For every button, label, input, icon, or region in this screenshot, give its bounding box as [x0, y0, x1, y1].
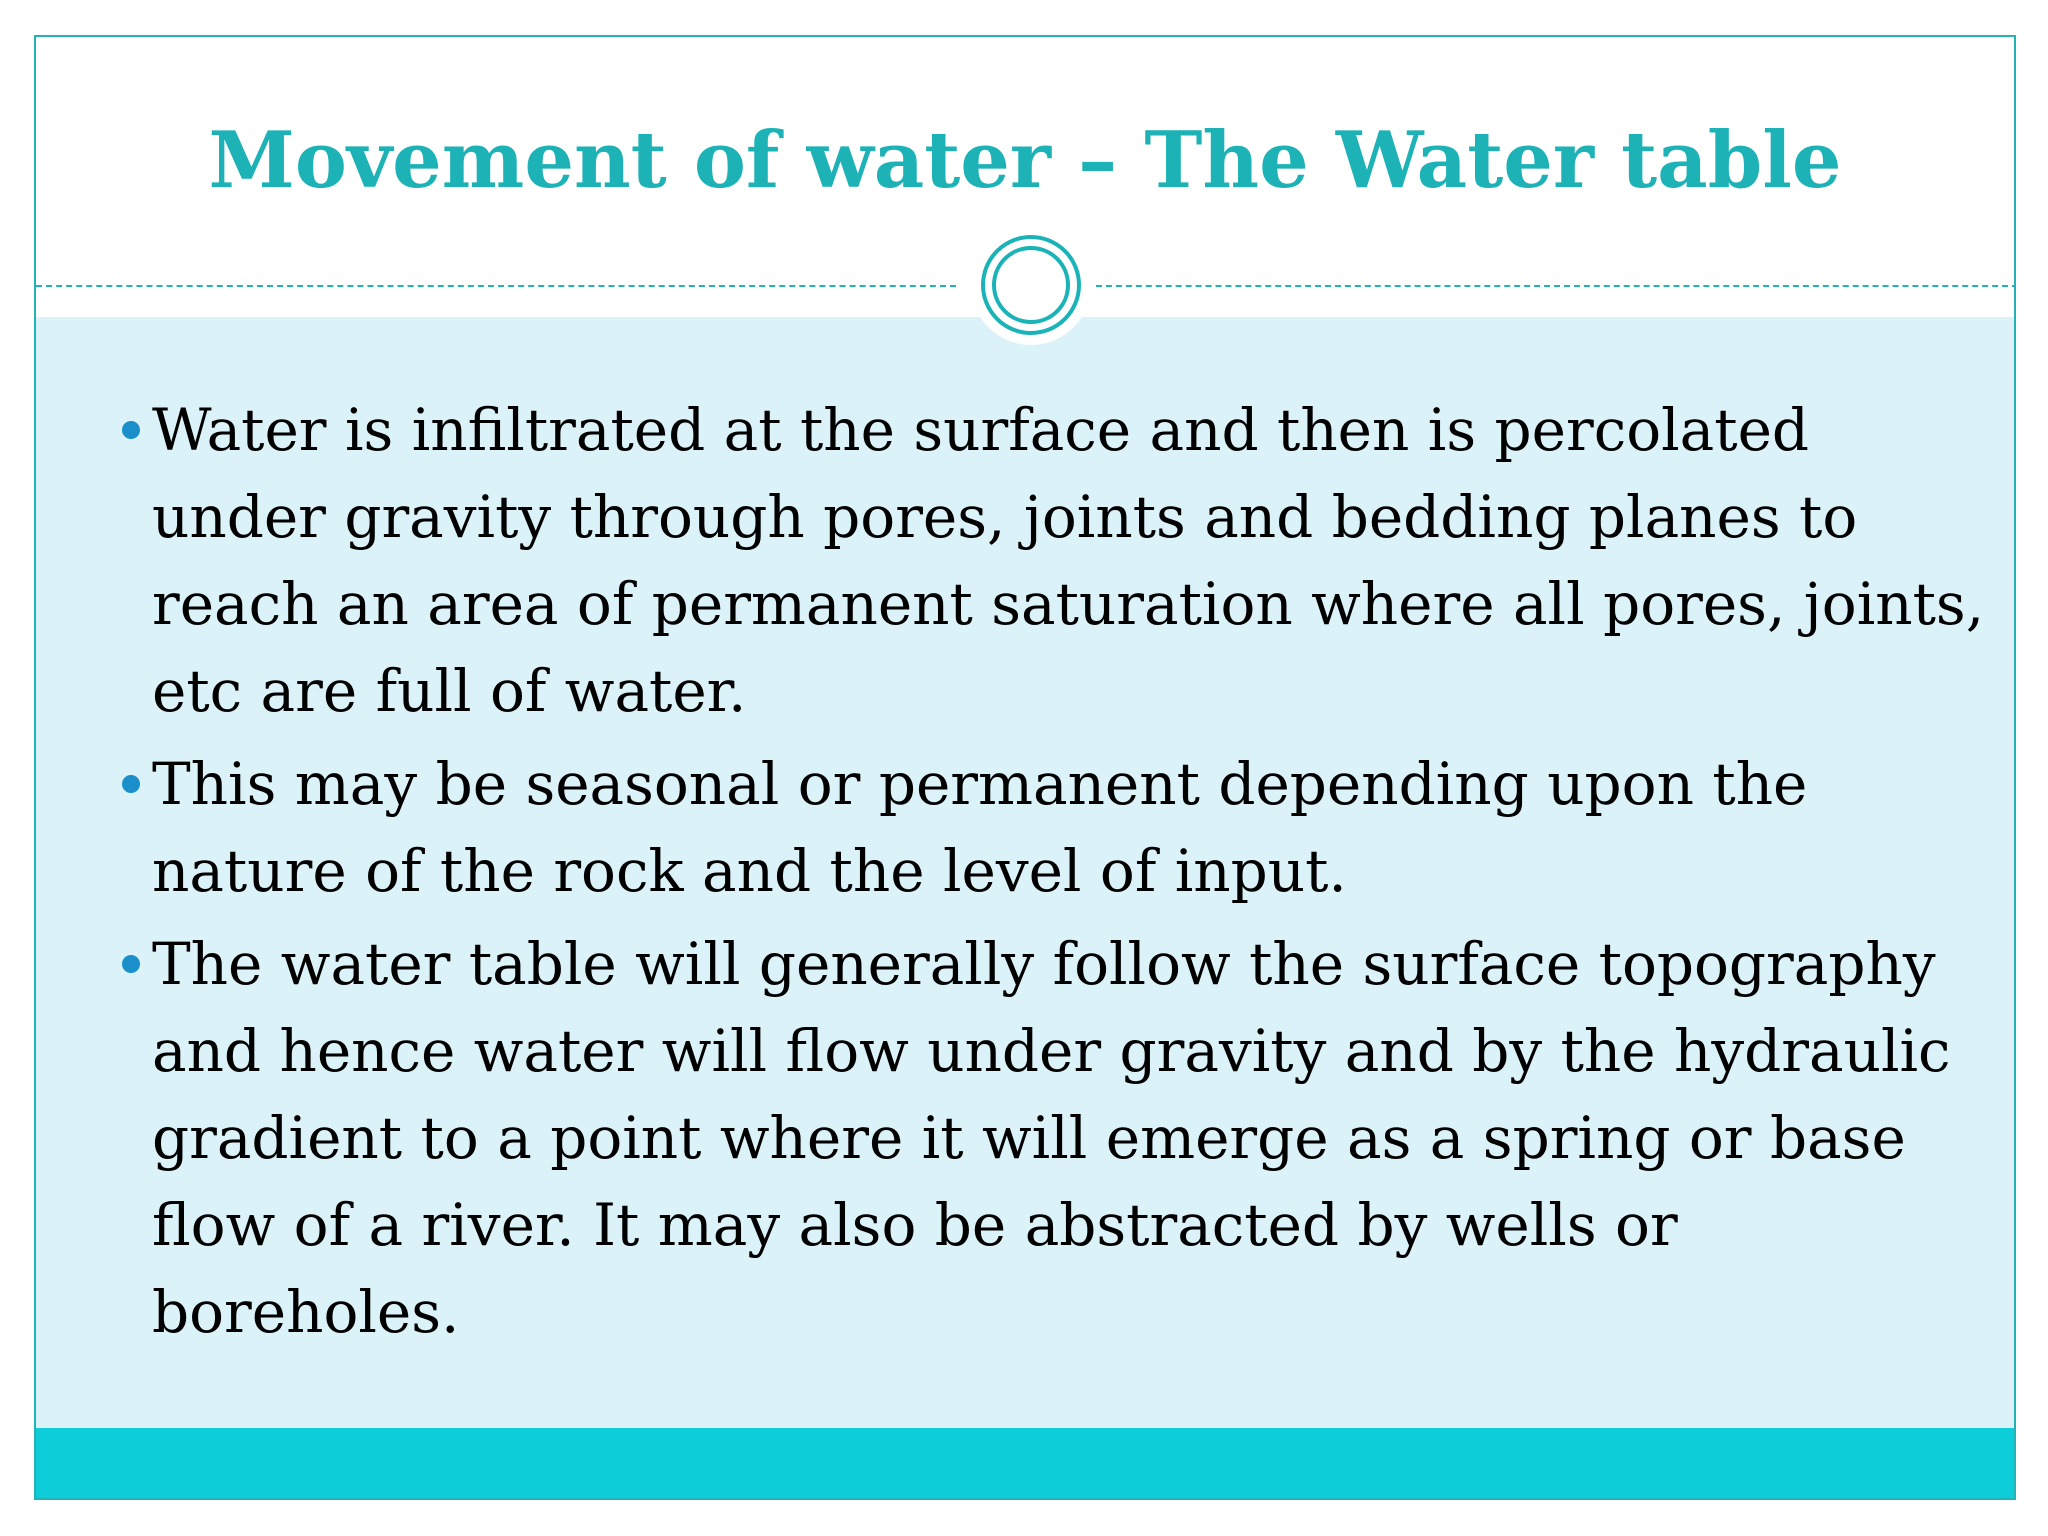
bullet-text: This may be seasonal or permanent depending upon the nature of the rock and the level of input. — [152, 750, 1808, 905]
slide — [34, 35, 2016, 1500]
divider-right — [1096, 285, 2016, 287]
bottom-accent-bar — [36, 1428, 2014, 1498]
divider-left — [36, 285, 956, 287]
list-item — [152, 741, 1992, 915]
bullet-icon — [122, 955, 140, 973]
list-item — [152, 921, 1992, 1356]
bullet-list — [152, 387, 1992, 1362]
bullet-text: Water is infiltrated at the surface and then is percolated under gravity through pores, joints and bedding planes to reach an area of permanent saturation where all pores, joints, etc are full of water. — [152, 396, 1985, 725]
circle-ornament-inner-icon — [992, 246, 1070, 324]
bullet-icon — [122, 421, 140, 439]
bullet-icon — [122, 775, 140, 793]
slide-title: Movement of water – The Water table — [208, 115, 1842, 206]
bullet-text: The water table will generally follow the surface topography and hence water will flow under gravity and by the hydraulic gradient to a point where it will emerge as a spring or base flow of a river. It may also be abstracted by wells or boreholes. — [152, 930, 1951, 1346]
list-item — [152, 387, 1992, 735]
